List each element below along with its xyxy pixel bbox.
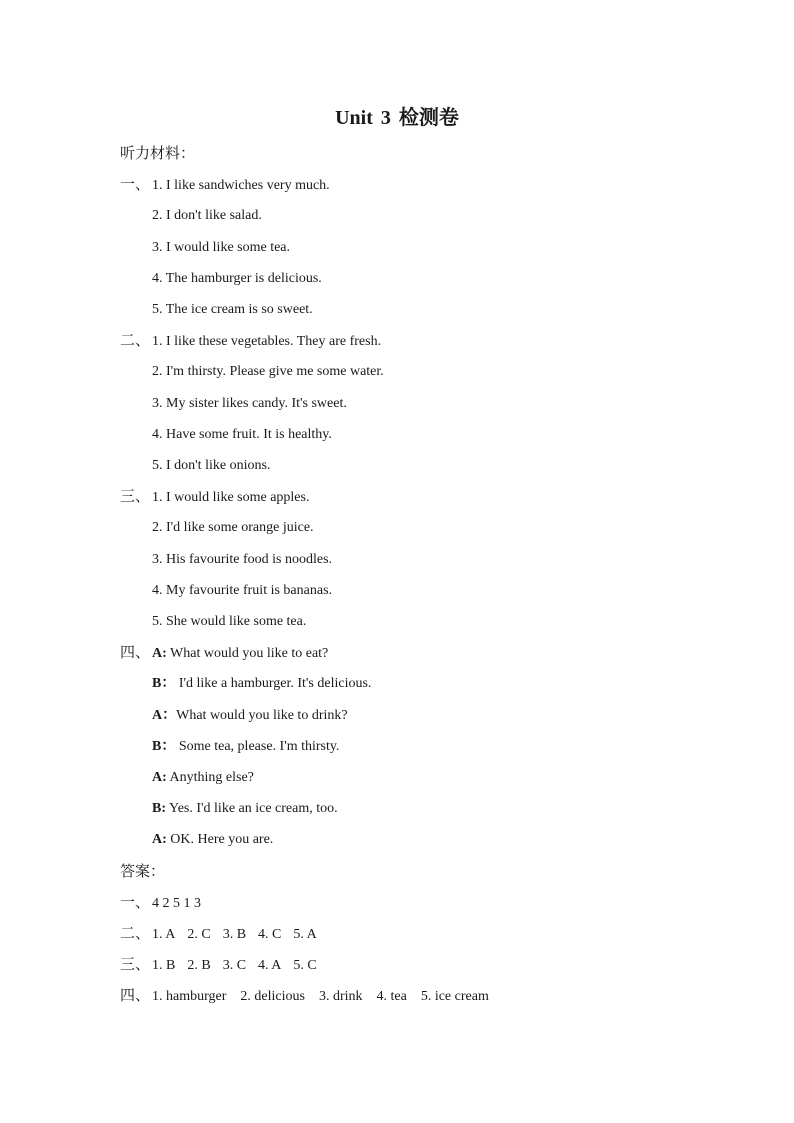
- dialogue-line-5: A: Anything else?: [152, 770, 254, 785]
- answer4-prefix: 四、: [120, 988, 151, 1004]
- answer-item: 5. ice cream: [420, 989, 489, 1004]
- section3-item-2: 2. I'd like some orange juice.: [152, 520, 314, 535]
- section2-item-3: 3. My sister likes candy. It's sweet.: [152, 396, 347, 411]
- answer-item: 4. tea: [376, 989, 407, 1004]
- section1-item-1: 一、 1. I like sandwiches very much.: [120, 173, 330, 197]
- dialogue-line-1: 四、 A: What would you like to eat?: [120, 641, 328, 665]
- section3-prefix: 三、: [120, 489, 151, 505]
- dialogue-line-4: B： Some tea, please. I'm thirsty.: [152, 739, 340, 754]
- section3-item-4: 4. My favourite fruit is bananas.: [152, 583, 333, 598]
- answer-item: 2. C: [187, 927, 211, 942]
- section1-item-3: 3. I would like some tea.: [152, 240, 291, 255]
- answer-item: 1. hamburger: [152, 989, 227, 1004]
- answer1-prefix: 一、: [120, 895, 151, 911]
- answer-item: 5. A: [293, 927, 317, 942]
- speaker-label: B：: [152, 676, 176, 691]
- section2-item-4: 4. Have some fruit. It is healthy.: [152, 427, 332, 442]
- section2-item-5: 5. I don't like onions.: [152, 458, 271, 473]
- speaker-label: B:: [152, 801, 166, 816]
- section1-item-5: 5. The ice cream is so sweet.: [152, 302, 313, 317]
- section2-prefix: 二、: [120, 333, 151, 349]
- answer-row-1: 一、 4 2 5 1 3: [120, 891, 201, 915]
- speaker-label: A:: [152, 646, 167, 661]
- speaker-label: B：: [152, 739, 176, 754]
- section1-prefix: 一、: [120, 177, 151, 193]
- section1-item-2: 2. I don't like salad.: [152, 208, 262, 223]
- answer-row-2: [120, 922, 329, 946]
- answer2-prefix: 二、: [120, 926, 151, 942]
- listening-label: 听力材料：: [120, 146, 196, 162]
- answer-item: 1. B: [152, 958, 176, 973]
- section1-item-4: 4. The hamburger is delicious.: [152, 271, 322, 286]
- section2-item-2: 2. I'm thirsty. Please give me some water.: [152, 364, 384, 379]
- dialogue-line-3: A：What would you like to drink?: [152, 708, 348, 723]
- answer3-prefix: 三、: [120, 957, 151, 973]
- answer-item: 5. C: [293, 958, 317, 973]
- answer-item: 3. C: [222, 958, 247, 973]
- answer-item: 3. drink: [318, 989, 363, 1004]
- section3-item-3: 3. His favourite food is noodles.: [152, 552, 333, 567]
- answer-item: 2. delicious: [240, 989, 305, 1004]
- section2-item-1: 二、 1. I like these vegetables. They are fresh.: [120, 329, 381, 353]
- dialogue-line-6: B: Yes. I'd like an ice cream, too.: [152, 801, 338, 816]
- answer-item: 4. A: [258, 958, 282, 973]
- answer-item: 3. B: [222, 927, 247, 942]
- answer-row-3: [120, 953, 329, 977]
- answer-row-4: [120, 984, 501, 1008]
- dialogue-line-2: B： I'd like a hamburger. It's delicious.: [152, 676, 372, 691]
- section3-item-1: 三、 1. I would like some apples.: [120, 485, 309, 509]
- answer-item: 4. C: [258, 927, 282, 942]
- speaker-label: A：: [152, 708, 177, 723]
- dialogue-line-7: A: OK. Here you are.: [152, 832, 274, 847]
- section4-prefix: 四、: [120, 645, 151, 661]
- answer-item: 1. A: [152, 927, 176, 942]
- speaker-label: A:: [152, 770, 167, 785]
- answers-label: 答案：: [120, 864, 166, 880]
- page-title: Unit 3 检测卷: [335, 107, 459, 129]
- speaker-label: A:: [152, 832, 167, 847]
- answer-item: 2. B: [187, 958, 211, 973]
- section3-item-5: 5. She would like some tea.: [152, 614, 307, 629]
